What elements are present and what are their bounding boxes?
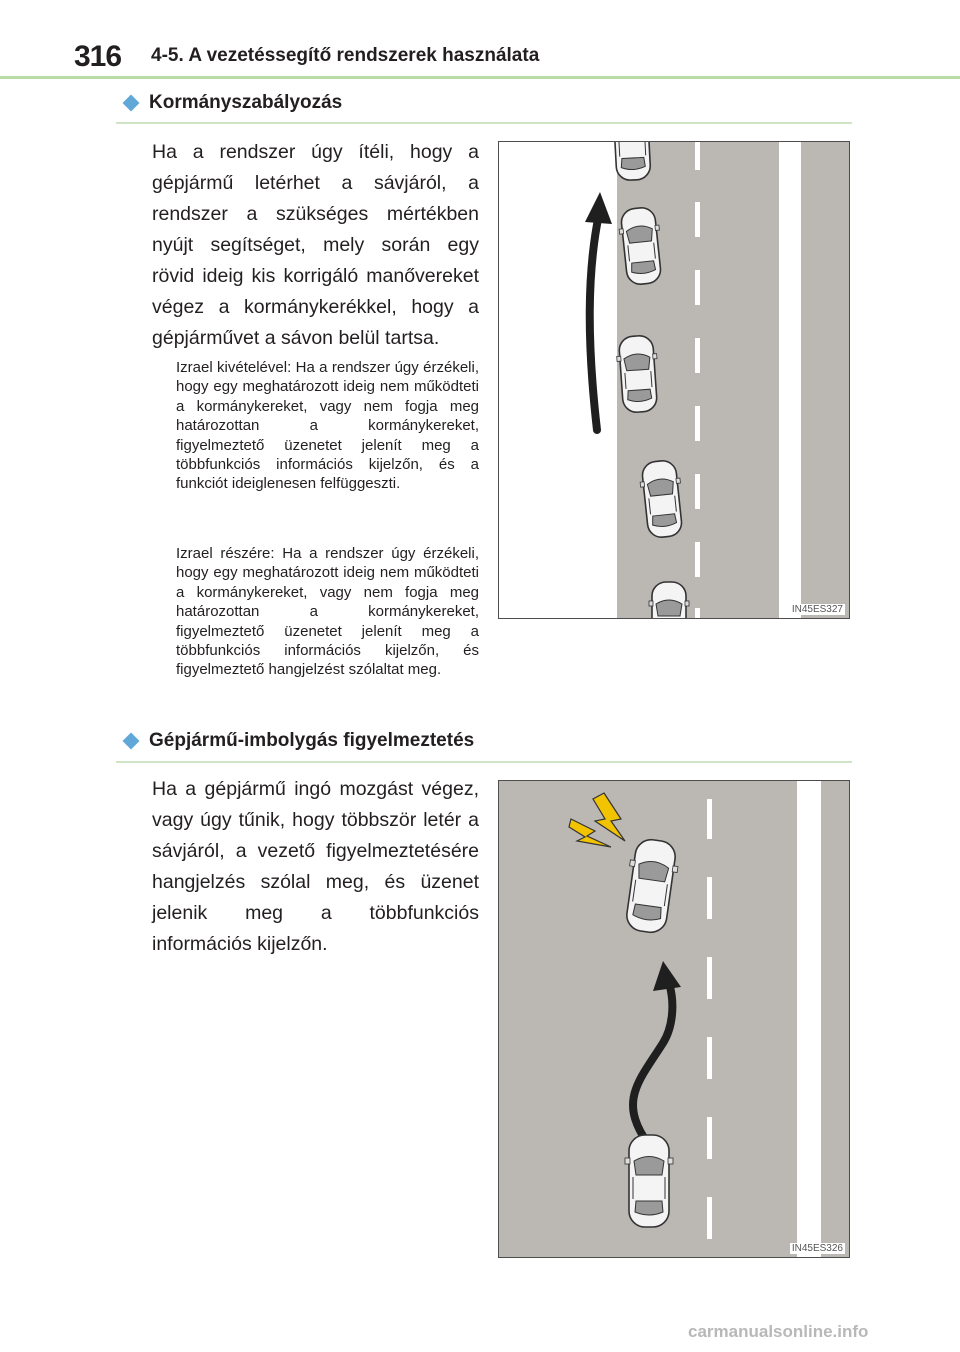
section-rule xyxy=(116,122,852,124)
figure-id: IN45ES326 xyxy=(791,1243,843,1254)
figure-lane-keeping xyxy=(498,141,850,619)
section-title-text: Gépjármű-imbolygás figyelmeztetés xyxy=(149,730,475,751)
section-rule xyxy=(116,761,852,763)
section1-note-israel-excluded: Izrael kivételével: Ha a rendszer úgy érzékeli, hogy egy meghatározott ideig nem működteti a kormánykereket, vagy nem fogja meg határozottan a kormánykereket, figyelmeztető üzenetet jelenít meg a többfunkciós információs kijelzőn, és a funkciót ideiglenesen felfüggeszti. xyxy=(176,359,479,493)
section1-body: Ha a rendszer úgy ítéli, hogy a gépjármű letérhet a sávjáról, a rendszer a szükséges mértékben nyújt segítséget, mely során egy rövid ideig kis korrigáló manővereket végez a kormánykerékkel, hogy a gépjárművet a sávon belül tartsa. xyxy=(152,141,479,349)
diamond-bullet-icon xyxy=(123,95,140,112)
lane-illustration xyxy=(499,142,850,619)
diamond-bullet-icon xyxy=(123,733,140,750)
page-number: 316 xyxy=(74,40,122,73)
sway-illustration xyxy=(499,781,850,1258)
figure-id: IN45ES327 xyxy=(791,604,843,615)
section-title-text: Kormányszabályozás xyxy=(149,92,343,113)
section-title-steering-control xyxy=(123,92,342,114)
figure-sway-warning xyxy=(498,780,850,1258)
chapter-title: 4-5. A vezetéssegítő rendszerek használata xyxy=(151,45,540,66)
section1-note-israel: Izrael részére: Ha a rendszer úgy érzékeli, hogy egy meghatározott ideig nem működteti a kormánykereket, vagy nem fogja meg határozottan a kormánykereket, figyelmeztető üzenetet jelenít meg a többfunkciós információs kijelzőn, és figyelmeztető hangjelzést szólaltat meg. xyxy=(176,545,479,679)
page-header xyxy=(0,0,960,80)
header-rule xyxy=(0,76,960,79)
watermark: carmanualsonline.info xyxy=(688,1322,869,1341)
section-title-sway-warning xyxy=(123,730,474,752)
section2-body: Ha a gépjármű ingó mozgást végez, vagy úgy tűnik, hogy többször letér a sávjáról, a vezető figyelmeztetésére hangjelzés szólal meg, és üzenet jelenik meg a többfunkciós információs kijelzőn. xyxy=(152,778,479,955)
